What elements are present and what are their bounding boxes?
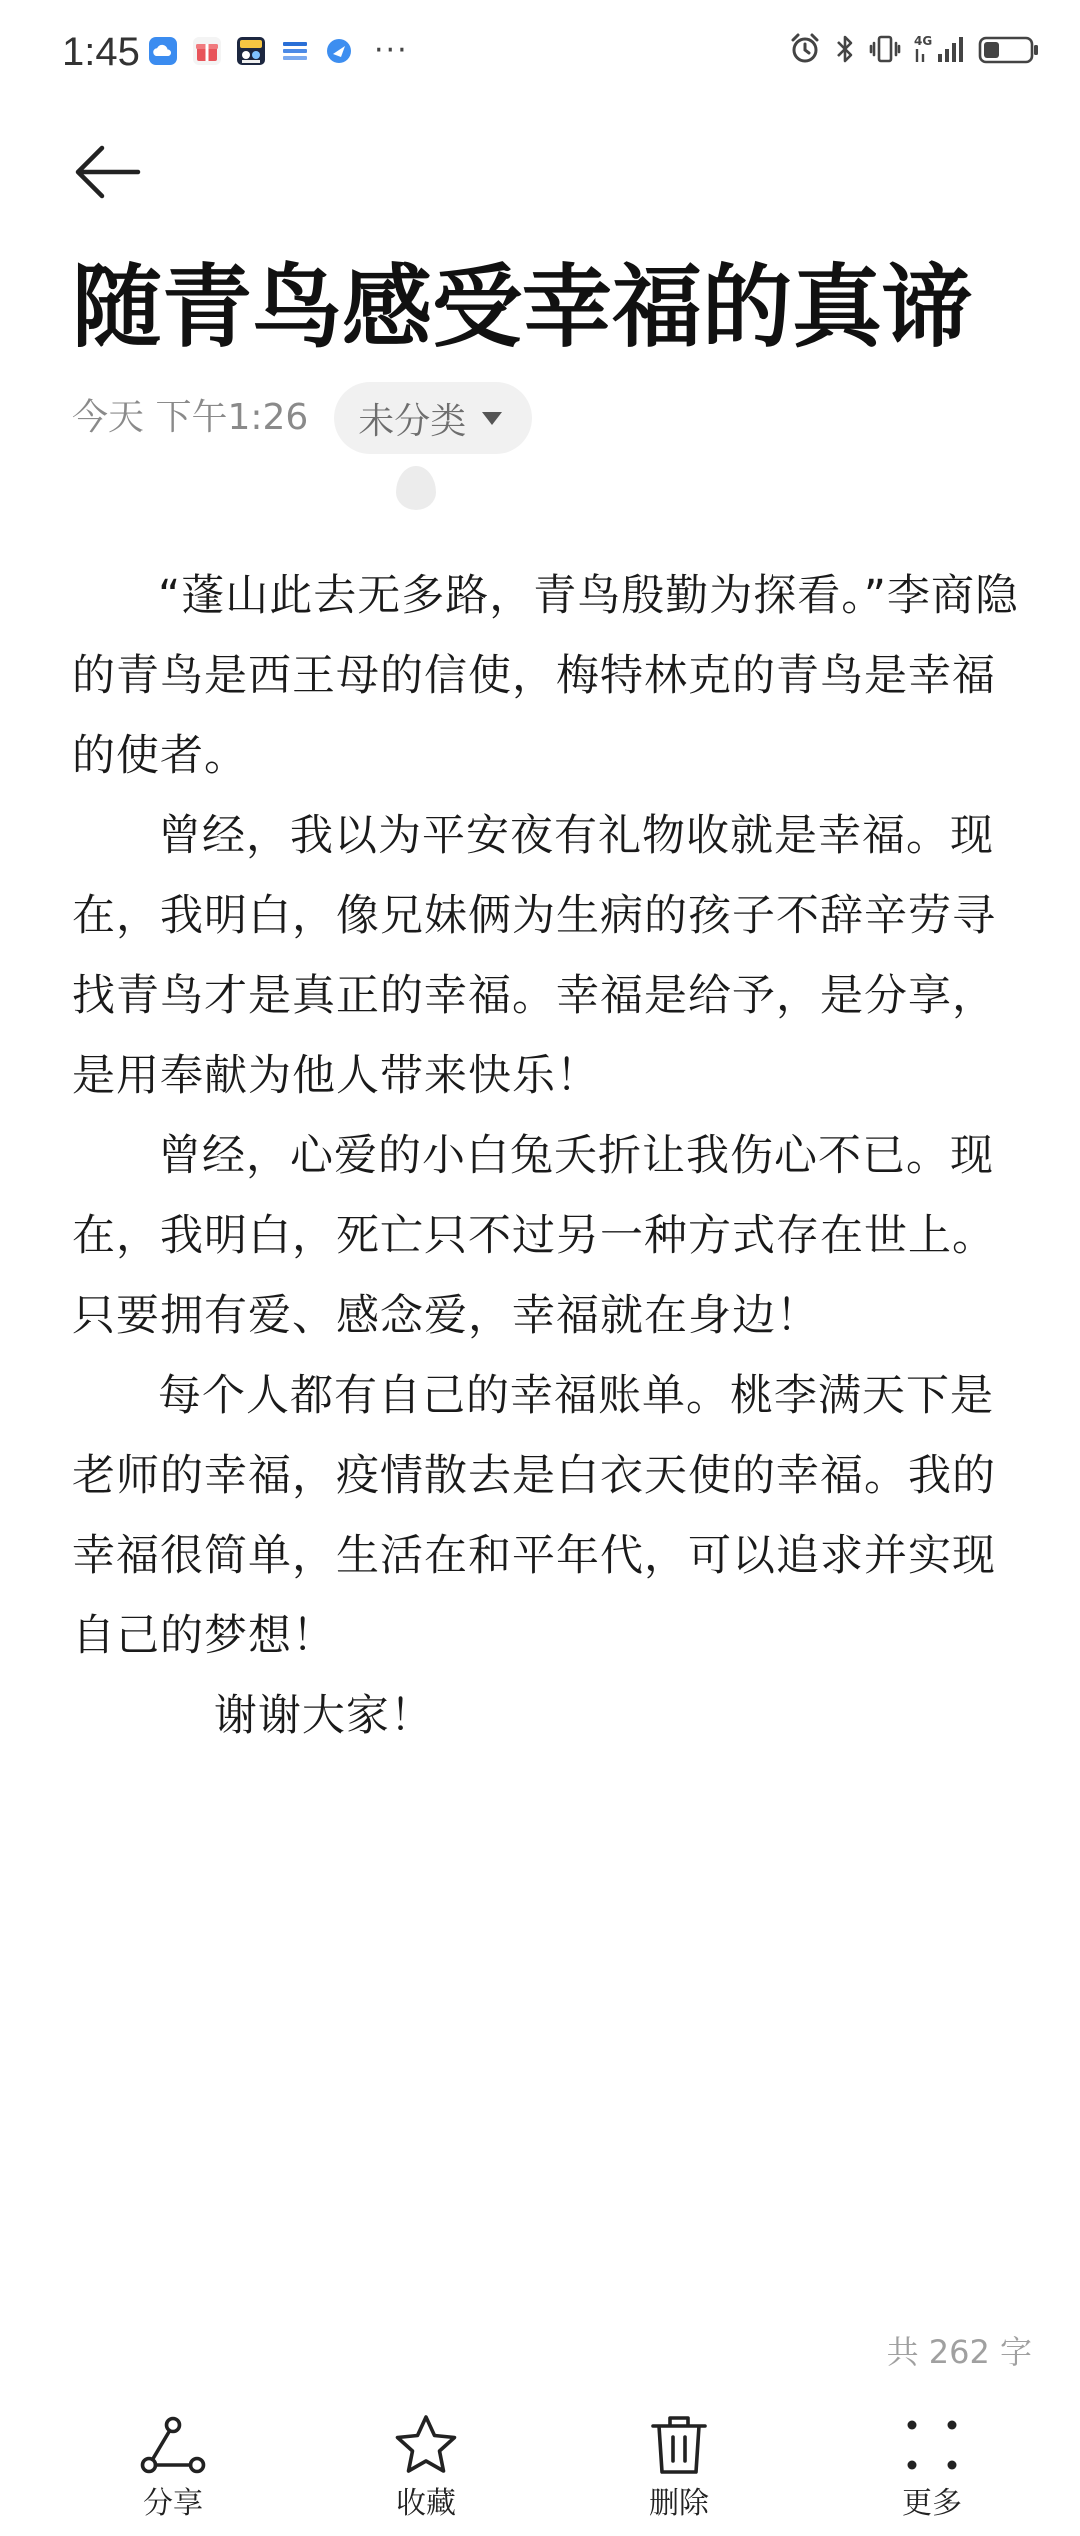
bottom-toolbar: [0, 2410, 1080, 2536]
cloud-icon: [148, 36, 178, 66]
arrow-left-icon: [72, 144, 142, 200]
caret-down-icon: [480, 409, 504, 427]
vibrate-icon: [868, 32, 902, 66]
category-dropdown[interactable]: [334, 382, 532, 454]
list-app-icon: [280, 36, 310, 66]
category-label: 未分类: [358, 400, 467, 442]
browser-icon: [324, 36, 354, 66]
note-paragraph[interactable]: 曾经，心爱的小白兔夭折让我伤心不已。现在，我明白，死亡只不过另一种方式存在世上。只要拥有爱、感念爱，幸福就在身边！: [72, 1131, 996, 1341]
gift-icon: [192, 36, 222, 66]
more-label: 更多: [902, 2486, 962, 2521]
note-paragraph[interactable]: 每个人都有自己的幸福账单。桃李满天下是老师的幸福，疫情散去是白衣天使的幸福。我的幸福很简单，生活在和平年代，可以追求并实现自己的梦想！: [72, 1371, 996, 1661]
bluetooth-icon: [834, 32, 856, 66]
signal-icon: [914, 32, 966, 66]
more-notifications-icon: ···: [374, 33, 409, 68]
network-type-label: 4G: [914, 34, 933, 48]
note-paragraph[interactable]: 曾经，我以为平安夜有礼物收就是幸福。现在，我明白，像兄妹俩为生病的孩子不辞辛劳寻找青鸟才是真正的幸福。幸福是给予，是分享，是用奉献为他人带来快乐！: [72, 811, 996, 1101]
note-closing-line[interactable]: 谢谢大家！: [213, 1691, 434, 1741]
more-dots-icon: [902, 2415, 962, 2475]
note-paragraph[interactable]: “蓬山此去无多路，青鸟殷勤为探看。”李商隐的青鸟是西王母的信使，梅特林克的青鸟是幸福的使者。: [72, 571, 1020, 781]
notification-icons: [148, 33, 409, 68]
note-body[interactable]: [72, 556, 1028, 1756]
note-meta: [72, 382, 532, 454]
favorite-button[interactable]: [346, 2410, 506, 2536]
note-date: 今天 下午1:26: [72, 397, 309, 438]
star-icon: [393, 2413, 459, 2477]
abc-app-icon: [236, 36, 266, 66]
more-button[interactable]: [852, 2410, 1012, 2536]
delete-label: 删除: [649, 2486, 709, 2521]
text-cursor-handle[interactable]: [396, 466, 436, 510]
share-icon: [140, 2415, 206, 2475]
trash-icon: [649, 2413, 709, 2477]
word-count: 共 262 字: [886, 2333, 1032, 2371]
share-label: 分享: [143, 2486, 203, 2521]
favorite-label: 收藏: [396, 2486, 456, 2521]
back-button[interactable]: [70, 140, 144, 204]
battery-icon: [978, 32, 1040, 66]
delete-button[interactable]: [599, 2410, 759, 2536]
alarm-icon: [788, 32, 822, 66]
note-title[interactable]: 随青鸟感受幸福的真谛: [72, 255, 972, 360]
share-button[interactable]: [93, 2410, 253, 2536]
system-icons: [788, 32, 1040, 66]
status-time: 1:45: [62, 30, 140, 74]
status-bar: [0, 0, 1080, 110]
